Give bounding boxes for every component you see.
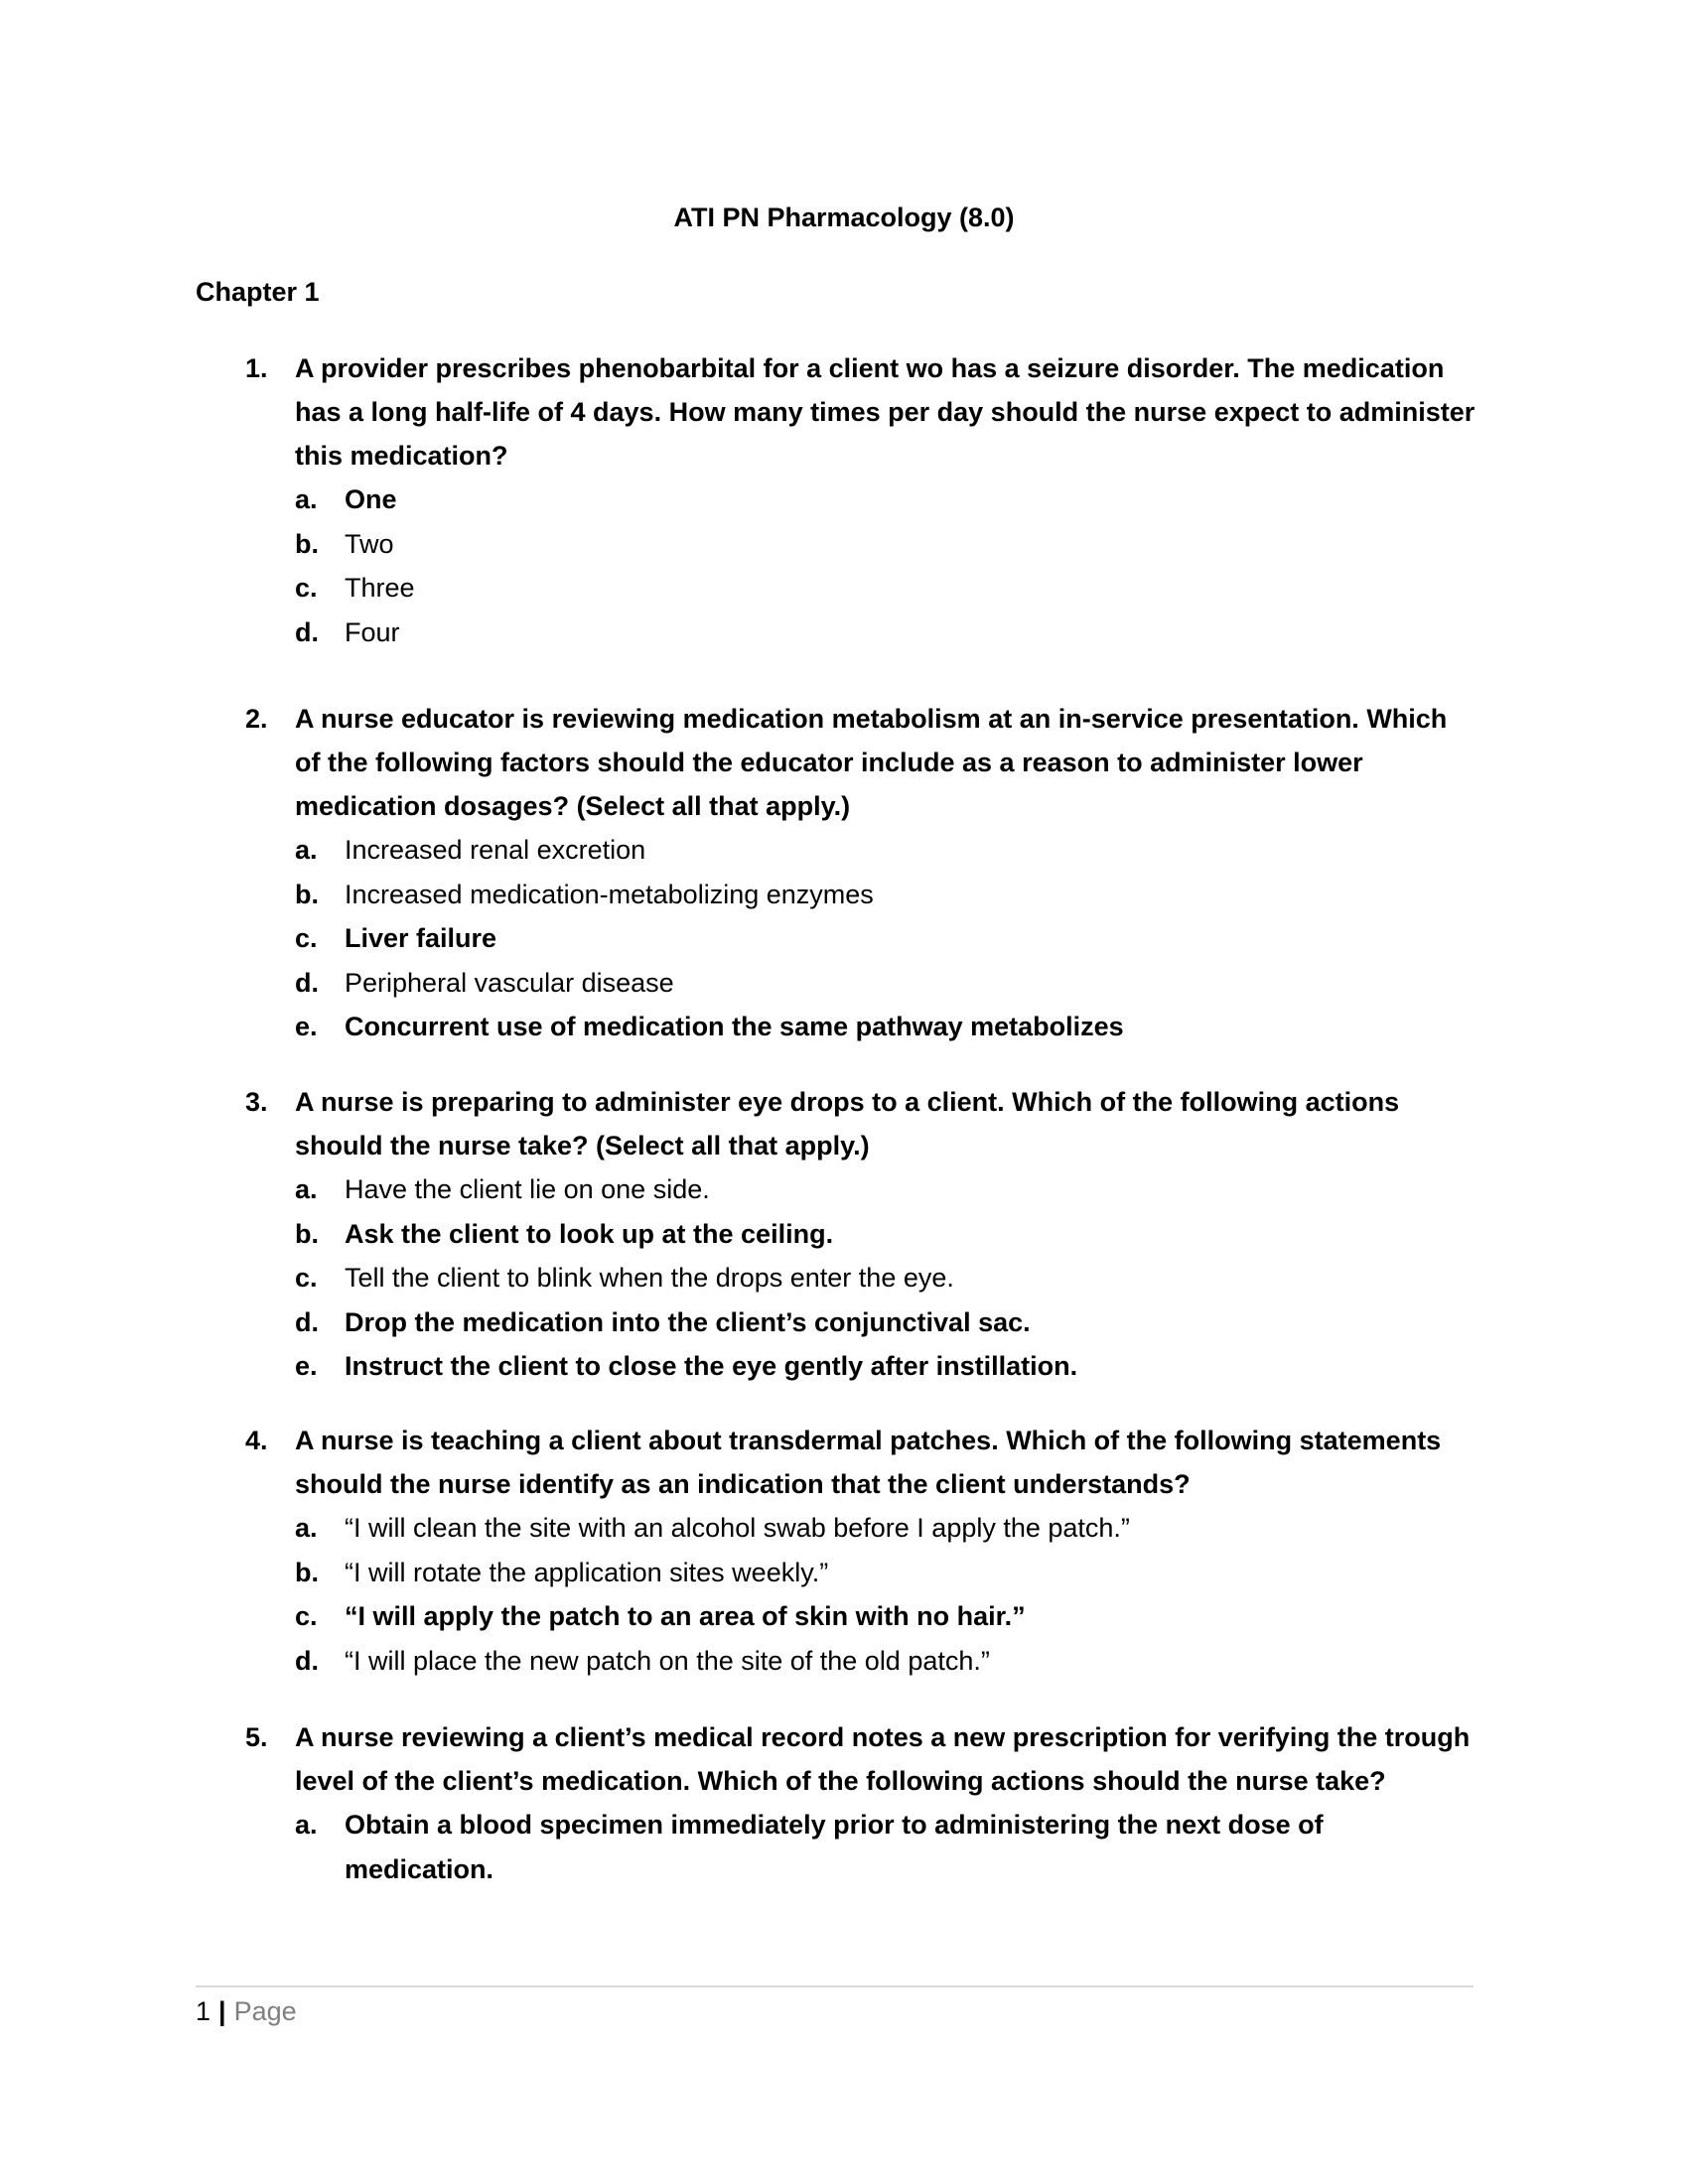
option-text: “I will rotate the application sites weekly.” [345, 1557, 829, 1587]
page-label: Page [233, 1996, 297, 2026]
answer-option [295, 1300, 1477, 1345]
question-text: A nurse educator is reviewing medication metabolism at an in-service presentation. Which of the following factors should the educator include as a reason to administer lower medication dosages? (Select all that apply.) [295, 704, 1448, 821]
answer-option [295, 1005, 1477, 1049]
option-letter: a. [295, 835, 318, 865]
option-text: Peripheral vascular disease [345, 967, 674, 998]
answer-option [295, 611, 1477, 655]
answer-option [295, 1256, 1477, 1300]
option-text: Increased medication-metabolizing enzymes [345, 879, 874, 909]
option-text: “I will place the new patch on the site of the old patch.” [345, 1645, 990, 1676]
option-text: Instruct the client to close the eye gently after instillation. [345, 1351, 1078, 1381]
option-text: Two [345, 528, 394, 559]
answer-option [295, 916, 1477, 961]
page-number: 1 [196, 1996, 211, 2026]
question-number: 3. [245, 1087, 268, 1117]
chapter-heading: Chapter 1 [196, 277, 320, 307]
question-number: 1. [245, 353, 268, 383]
option-letter: a. [295, 1174, 318, 1204]
option-text: “I will apply the patch to an area of skin with no hair.” [345, 1601, 1026, 1631]
page-footer [196, 1989, 297, 2033]
option-text: Obtain a blood specimen immediately prior to administering the next dose of medication. [345, 1810, 1324, 1884]
option-letter: e. [295, 1351, 318, 1381]
question-text: A nurse is preparing to administer eye drops to a client. Which of the following actions should the nurse take? (Select all that apply.) [295, 1087, 1400, 1160]
answer-option [295, 1803, 1477, 1891]
question-text: A provider prescribes phenobarbital for a client wo has a seizure disorder. The medication has a long half-life of 4 days. How many times per day should the nurse expect to administer this medication? [295, 353, 1476, 471]
question-1 [245, 346, 1477, 654]
option-text: Concurrent use of medication the same pathway metabolizes [345, 1012, 1124, 1041]
option-letter: c. [295, 1263, 318, 1293]
option-text: Increased renal excretion [345, 835, 646, 865]
option-letter: c. [295, 573, 318, 603]
answer-option [295, 828, 1477, 873]
question-5 [245, 1715, 1477, 1891]
question-number: 4. [245, 1426, 268, 1455]
footer-divider [196, 1985, 1474, 1987]
question-3 [245, 1080, 1477, 1389]
option-text: Tell the client to blink when the drops enter the eye. [345, 1263, 954, 1293]
option-letter: b. [295, 879, 319, 909]
option-letter: d. [295, 616, 319, 647]
answer-option [295, 961, 1477, 1006]
option-letter: a. [295, 1513, 318, 1543]
option-text: Have the client lie on one side. [345, 1174, 710, 1204]
answer-option [295, 1506, 1477, 1551]
option-letter: a. [295, 1810, 318, 1840]
option-letter: b. [295, 528, 319, 559]
option-text: Three [345, 573, 415, 603]
answer-option [295, 1594, 1477, 1639]
option-letter: c. [295, 1601, 318, 1631]
question-number: 2. [245, 704, 268, 734]
question-text: A nurse reviewing a client’s medical record notes a new prescription for verifying the trough level of the client’s medication. Which of the following actions should the nurse take? [295, 1722, 1471, 1796]
question-text: A nurse is teaching a client about transdermal patches. Which of the following statements should the nurse identify as an indication that the client understands? [295, 1426, 1442, 1499]
option-text: Drop the medication into the client’s conjunctival sac. [345, 1306, 1031, 1337]
option-letter: d. [295, 967, 319, 998]
question-4 [245, 1419, 1477, 1683]
option-text: Liver failure [345, 923, 497, 953]
answer-option [295, 873, 1477, 917]
answer-option [295, 566, 1477, 611]
answer-option [295, 1551, 1477, 1595]
document-title: ATI PN Pharmacology (8.0) [673, 203, 1015, 232]
option-letter: b. [295, 1218, 319, 1249]
option-letter: e. [295, 1012, 318, 1041]
option-letter: d. [295, 1645, 319, 1676]
option-text: One [345, 484, 397, 514]
question-2 [245, 697, 1477, 1049]
answer-option [295, 522, 1477, 567]
answer-option [295, 1212, 1477, 1257]
option-letter: b. [295, 1557, 319, 1587]
question-number: 5. [245, 1722, 268, 1752]
option-letter: d. [295, 1306, 319, 1337]
option-text: Four [345, 616, 400, 647]
footer-separator: | [218, 1996, 226, 2026]
answer-option [295, 478, 1477, 522]
option-text: “I will clean the site with an alcohol swab before I apply the patch.” [345, 1513, 1130, 1543]
option-text: Ask the client to look up at the ceiling. [345, 1218, 834, 1249]
answer-option [295, 1639, 1477, 1684]
answer-option [295, 1344, 1477, 1389]
option-letter: a. [295, 484, 318, 514]
answer-option [295, 1167, 1477, 1212]
option-letter: c. [295, 923, 318, 953]
